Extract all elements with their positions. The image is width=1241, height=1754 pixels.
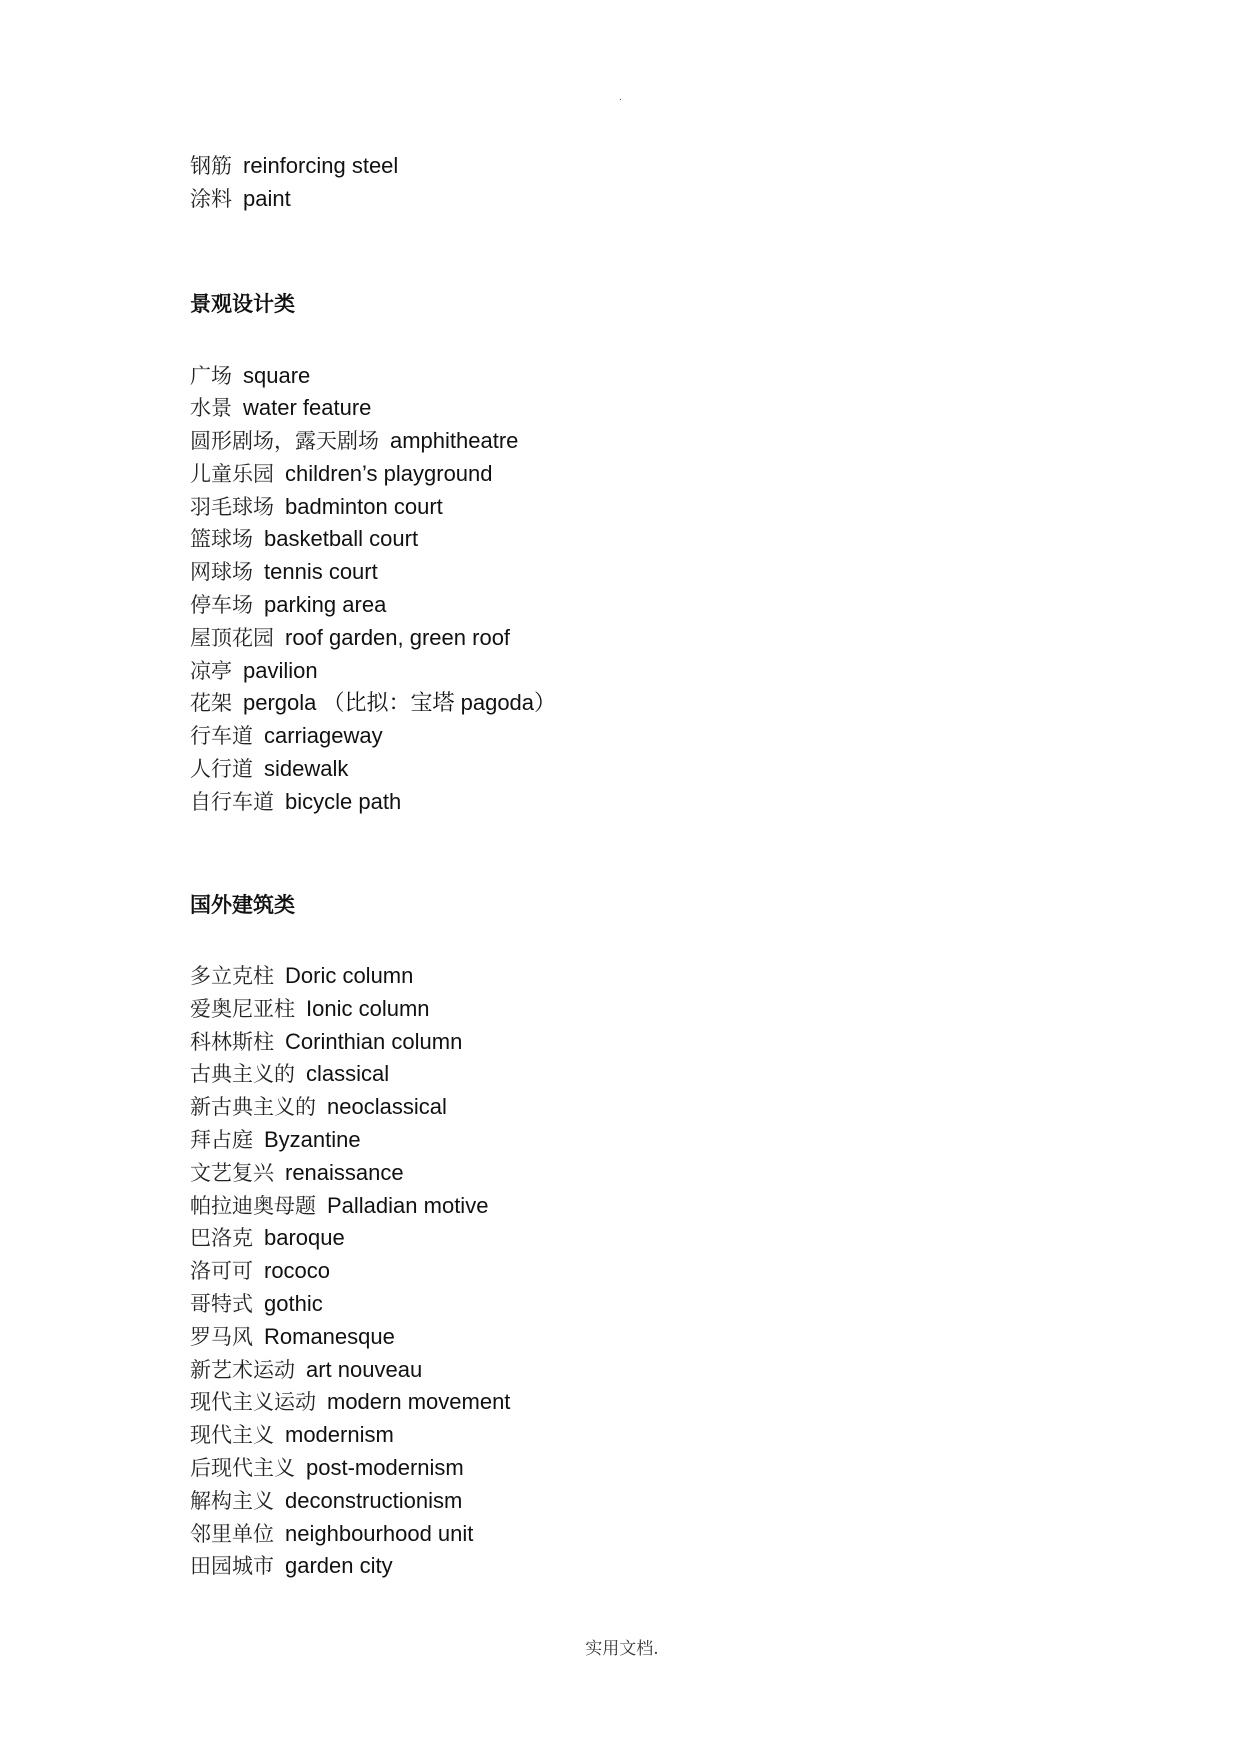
term-row: [190, 655, 1090, 688]
term-chinese: 花架: [190, 691, 232, 716]
term-english: parking area: [264, 592, 387, 618]
term-row: [190, 622, 1090, 655]
term-chinese: 凉亭: [190, 658, 232, 683]
term-chinese: 田园城市: [190, 1554, 274, 1579]
term-english: bicycle path: [285, 788, 402, 814]
term-chinese: 拜占庭: [190, 1127, 253, 1152]
term-english: paint: [243, 185, 291, 211]
term-english: Ionic column: [306, 995, 430, 1021]
term-row: [190, 183, 1090, 216]
term-chinese: 后现代主义: [190, 1455, 295, 1480]
term-row: [190, 1091, 1090, 1124]
term-chinese: 现代主义: [190, 1423, 274, 1448]
term-english: neoclassical: [327, 1094, 447, 1120]
term-english: pavilion: [243, 657, 318, 683]
term-chinese: 儿童乐园: [190, 461, 274, 486]
term-english: carriageway: [264, 723, 383, 749]
term-english: post-modernism: [306, 1454, 464, 1480]
term-row: [190, 458, 1090, 491]
term-chinese: 邻里单位: [190, 1521, 274, 1546]
term-row: [190, 589, 1090, 622]
term-chinese: 羽毛球场: [190, 494, 274, 519]
term-chinese: 停车场: [190, 593, 253, 618]
term-row: [190, 786, 1090, 819]
term-row: [190, 1386, 1090, 1419]
term-chinese: 人行道: [190, 757, 253, 782]
header-mark: .: [619, 92, 622, 103]
term-row: [190, 687, 1090, 720]
term-chinese: 钢筋: [190, 154, 232, 178]
term-chinese: 巴洛克: [190, 1226, 253, 1251]
term-row: [190, 556, 1090, 589]
term-english: gothic: [264, 1290, 323, 1316]
term-english: modern movement: [327, 1389, 511, 1415]
term-chinese: 行车道: [190, 724, 253, 749]
term-row: [190, 360, 1090, 393]
term-english: rococo: [264, 1258, 331, 1284]
term-english: classical: [306, 1061, 390, 1087]
term-chinese: 罗马风: [190, 1324, 253, 1349]
term-chinese: 屋顶花园: [190, 625, 274, 650]
term-english: modernism: [285, 1422, 394, 1448]
term-row: [190, 720, 1090, 753]
term-english: Byzantine: [264, 1126, 361, 1152]
term-row: [190, 392, 1090, 425]
term-row: [190, 1452, 1090, 1485]
term-row: [190, 1550, 1090, 1583]
term-english: water feature: [243, 395, 372, 421]
architecture-term-list: [190, 960, 1090, 1583]
term-chinese: 水景: [190, 396, 232, 421]
term-row: [190, 1190, 1090, 1223]
term-row: [190, 1288, 1090, 1321]
term-row: [190, 425, 1090, 458]
term-chinese: 圆形剧场，露天剧场: [190, 429, 379, 454]
term-row: [190, 491, 1090, 524]
term-row: [190, 1026, 1090, 1059]
term-english: badminton court: [285, 493, 443, 519]
term-row: [190, 1485, 1090, 1518]
term-english: children’s playground: [285, 460, 493, 486]
term-chinese: 帕拉迪奥母题: [190, 1193, 316, 1218]
term-row: [190, 1124, 1090, 1157]
term-chinese: 古典主义的: [190, 1062, 295, 1087]
term-chinese: 篮球场: [190, 527, 253, 552]
term-english: Doric column: [285, 963, 414, 988]
term-chinese: 解构主义: [190, 1488, 274, 1513]
section-landscape: [190, 288, 1090, 321]
term-english: Palladian motive: [327, 1192, 489, 1218]
term-english: sidewalk: [264, 756, 349, 782]
term-chinese: 现代主义运动: [190, 1390, 316, 1415]
term-english: tennis court: [264, 559, 378, 585]
term-row: [190, 993, 1090, 1026]
term-english: deconstructionism: [285, 1487, 463, 1513]
intro-term-list: [190, 150, 1090, 216]
term-chinese: 网球场: [190, 560, 253, 585]
term-row: [190, 150, 1090, 183]
term-english: pergola （比拟：宝塔 pagoda）: [243, 690, 557, 716]
section-foreign-architecture: [190, 889, 1090, 922]
term-row: [190, 1354, 1090, 1387]
term-row: [190, 1157, 1090, 1190]
term-chinese: 多立克柱: [190, 964, 274, 988]
term-row: [190, 1255, 1090, 1288]
term-english: baroque: [264, 1225, 345, 1251]
term-row: [190, 1222, 1090, 1255]
section-heading: 景观设计类: [190, 293, 295, 316]
term-row: [190, 1518, 1090, 1551]
term-english: art nouveau: [306, 1356, 423, 1382]
term-row: [190, 960, 1090, 993]
term-english: Corinthian column: [285, 1028, 463, 1054]
term-chinese: 自行车道: [190, 789, 274, 814]
term-english: reinforcing steel: [243, 153, 399, 178]
section-heading: 国外建筑类: [190, 894, 295, 917]
term-chinese: 新古典主义的: [190, 1095, 316, 1120]
term-english: garden city: [285, 1553, 393, 1579]
term-english: renaissance: [285, 1159, 404, 1185]
term-chinese: 洛可可: [190, 1259, 253, 1284]
term-chinese: 广场: [190, 363, 232, 388]
term-chinese: 爱奥尼亚柱: [190, 996, 295, 1021]
term-english: neighbourhood unit: [285, 1520, 474, 1546]
term-chinese: 新艺术运动: [190, 1357, 295, 1382]
term-chinese: 科林斯柱: [190, 1029, 274, 1054]
term-row: [190, 1321, 1090, 1354]
term-english: roof garden, green roof: [285, 624, 511, 650]
term-english: square: [243, 362, 311, 388]
term-english: Romanesque: [264, 1323, 395, 1349]
term-row: [190, 1058, 1090, 1091]
term-row: [190, 523, 1090, 556]
term-row: [190, 1419, 1090, 1452]
term-chinese: 涂料: [190, 186, 232, 211]
landscape-term-list: [190, 360, 1090, 819]
term-row: [190, 753, 1090, 786]
term-english: basketball court: [264, 526, 419, 552]
page-footer: 实用文档.: [585, 1639, 659, 1659]
term-chinese: 哥特式: [190, 1291, 253, 1316]
term-english: amphitheatre: [390, 428, 519, 454]
term-chinese: 文艺复兴: [190, 1160, 274, 1185]
